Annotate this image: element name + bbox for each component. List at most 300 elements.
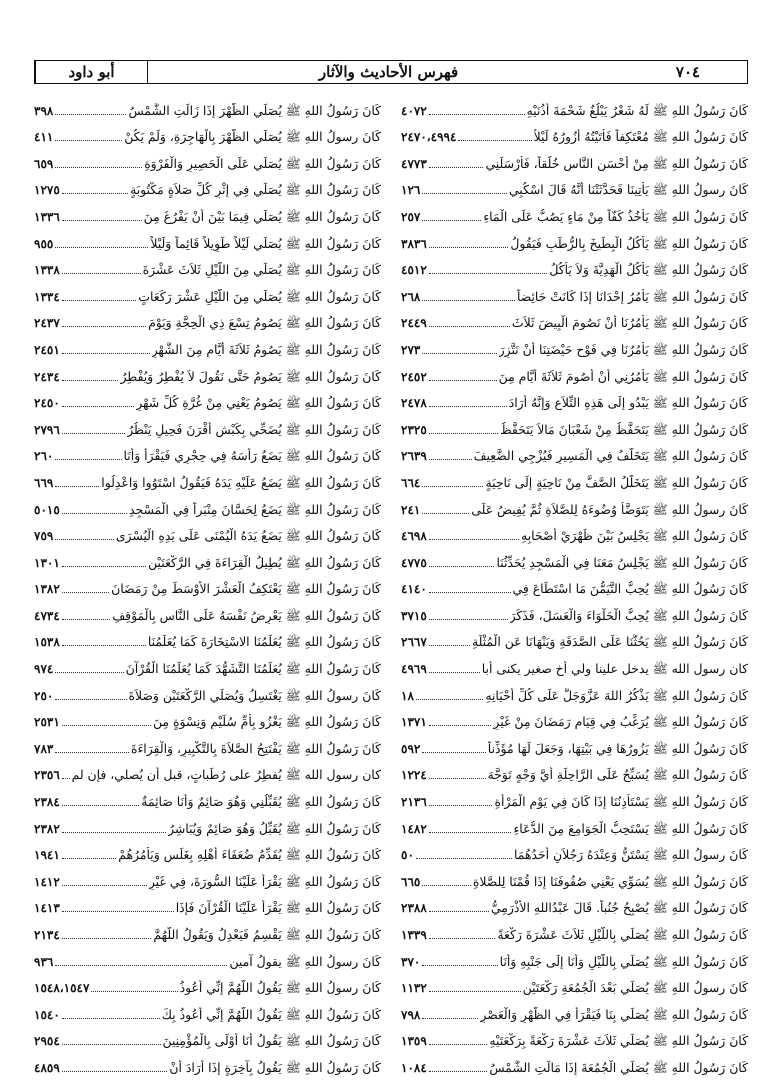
entry-reference: ٦٦٤ xyxy=(401,475,421,490)
entry-text: كَانَ رَسُولُ اللهِ ﷺ يَأْكُلُ الْبِطِّيخَ بِالرُّطَبِ فَيَقُولُ xyxy=(510,235,748,251)
leader-dots xyxy=(416,858,512,859)
entry-reference: ٤٧٧٣ xyxy=(401,156,427,171)
index-entry xyxy=(401,331,748,358)
leader-dots xyxy=(55,752,129,753)
leader-dots xyxy=(429,725,492,726)
index-entry xyxy=(401,970,748,997)
index-entry xyxy=(34,278,381,305)
entry-reference: ١٣٠١ xyxy=(34,555,60,570)
entry-text: كان رسول الله ﷺ يدخل علينا ولي أخ صغير يكنى أبا xyxy=(481,661,748,677)
index-entry xyxy=(401,996,748,1023)
index-entry xyxy=(34,810,381,837)
book-name: أبو داود xyxy=(35,61,147,83)
leader-dots xyxy=(62,832,166,833)
entry-text: كَانَ رَسُولُ اللهِ ﷺ يُرَغِّبُ فِي قِيَامِ رَمَضَانَ مِنْ غَيْرِ xyxy=(493,714,748,730)
index-entry xyxy=(401,145,748,172)
index-entry xyxy=(34,1049,381,1076)
entry-text: كَانَ رَسُولُ اللهِ ﷺ يُصَلِّي فِي إِثْرِ كُلِّ صَلاَةٍ مَكْتُوبَةٍ xyxy=(130,182,381,198)
index-entry xyxy=(401,252,748,279)
index-entry xyxy=(34,730,381,757)
leader-dots xyxy=(55,965,227,966)
entry-reference: ٢٤٧٨ xyxy=(401,396,427,411)
index-entry xyxy=(401,943,748,970)
entry-reference: ١٤٨٢ xyxy=(401,821,427,836)
entry-text: كَانَ رَسُولُ اللهِ ﷺ يُسَوِّي يَعْنِي صُفُوفَنَا إِذَا قُمْنَا لِلصَّلاةِ xyxy=(472,873,748,889)
leader-dots xyxy=(429,539,519,540)
entry-reference: ١٥٤٨،١٥٤٧ xyxy=(34,981,90,996)
entry-reference: ٥٩٢ xyxy=(401,741,421,756)
entry-text: كَانَ رَسُولُ اللهِ ﷺ يَفْتَتِحُ الصَّلاَةَ بِالتَّكْبِيرِ، وَالْقِرَاءَةَ xyxy=(130,740,381,756)
entry-reference: ٢٤١ xyxy=(401,502,421,517)
entry-reference: ٤٥١٢ xyxy=(401,263,427,278)
entry-reference: ١٥٤٠ xyxy=(34,1007,60,1022)
entry-text: كَانَ رَسُولُ اللهِ ﷺ يَبْدُو إِلَى هَذِهِ التِّلاَعِ وَإِنَّهُ أَرَادَ xyxy=(508,395,748,411)
entry-text: كَانَ رَسُولُ اللهِ ﷺ يَصُومُ يَعْنِي مِنْ غُرَّةِ كُلِّ شَهْرٍ xyxy=(136,395,381,411)
entry-reference: ٢٧٣ xyxy=(401,342,421,357)
leader-dots xyxy=(62,778,70,779)
entry-text: كَانَ رَسُولُ اللهِ ﷺ يُصَلِّي فِيمَا بَيْنَ أَنْ يَفْرُغَ مِنَ xyxy=(143,208,381,224)
index-entry xyxy=(34,757,381,784)
entry-text: كَانَ رَسُولُ اللهِ ﷺ يَأْمُرُنِي أَنْ أَصُومَ ثَلاَثَةَ أَيَّامٍ مِنَ xyxy=(498,368,748,384)
index-entry xyxy=(34,783,381,810)
leader-dots xyxy=(429,1071,488,1072)
entry-text: كَانَ رَسُولُ اللهِ ﷺ يَتَحَفَّظُ مِنْ شَعْبَانَ مَالاَ يَتَحَفَّظُ xyxy=(500,421,748,437)
leader-dots xyxy=(62,220,142,221)
leader-dots xyxy=(62,326,146,327)
leader-dots xyxy=(416,699,483,700)
index-entry xyxy=(34,198,381,225)
entry-reference: ٤٧٣٤ xyxy=(34,608,60,623)
leader-dots xyxy=(429,592,511,593)
entry-reference: ٧٥٩ xyxy=(34,529,54,544)
index-entry xyxy=(34,92,381,119)
leader-dots xyxy=(62,566,146,567)
leader-dots xyxy=(62,300,137,301)
entry-reference: ١١٣٢ xyxy=(401,981,427,996)
leader-dots xyxy=(55,167,142,168)
entry-reference: ٢٥٠ xyxy=(34,688,54,703)
index-entry xyxy=(34,677,381,704)
index-entry xyxy=(34,544,381,571)
leader-dots xyxy=(429,778,486,779)
entry-reference: ٤١١ xyxy=(34,130,54,145)
index-entry xyxy=(401,518,748,545)
index-entry xyxy=(401,597,748,624)
leader-dots xyxy=(62,513,127,514)
leader-dots xyxy=(422,513,469,514)
leader-dots xyxy=(422,1018,478,1019)
entry-reference: ٢٤٥٠ xyxy=(34,396,60,411)
leader-dots xyxy=(55,459,121,460)
leader-dots xyxy=(429,459,472,460)
leader-dots xyxy=(62,273,141,274)
entry-text: كَانَ رَسُولُ اللهِ ﷺ يُقَبِّلُ وَهُوَ صَائِمٌ وَيُبَاشِرُ xyxy=(168,820,381,836)
index-entry xyxy=(34,464,381,491)
leader-dots xyxy=(62,858,116,859)
entry-text: كَانَ رَسُولُ اللهِ ﷺ يَأْمُرُ إِحْدَانَا إِذَا كَانَتْ حَائِضاً xyxy=(516,288,748,304)
leader-dots xyxy=(91,991,177,992)
entry-text: كَانَ رَسُولُ اللهِ ﷺ يَزُورُهَا فِي بَيْتِهَا، وَجَعَلَ لَهَا مُؤَذِّناً xyxy=(487,740,748,756)
entry-text: كَانَ رسولُ اللهِ ﷺ يَقُولُ اللَّهُمَّ إِنِّي أَعُوذُ xyxy=(179,980,381,996)
entry-reference: ٩٥٥ xyxy=(34,236,54,251)
entry-reference: ١٣٣٩ xyxy=(401,928,427,942)
leader-dots xyxy=(429,273,548,274)
entry-text: كَانَ رَسُولُ اللهِ ﷺ يَضَعُ رَأْسَهُ فِي حِجْرِي فَيَقْرَأُ وَأَنَا xyxy=(123,448,381,464)
index-entry xyxy=(401,757,748,784)
entry-text: كَانَ رَسُولُ اللهِ ﷺ يَذْكُرُ اللهَ عَزَّوَجَلَّ عَلَى كُلِّ أَحْيَانِهِ xyxy=(485,687,748,703)
entry-text: كَانَ رسولُ اللهِ ﷺ يَتَوَضَّأُ وُضُوءَهُ لِلصَّلاَةِ ثُمَّ يُفِيضُ عَلَى xyxy=(471,501,748,517)
leader-dots xyxy=(55,699,126,700)
leader-dots xyxy=(62,1071,168,1072)
leader-dots xyxy=(55,539,114,540)
entry-text: كَانَ رَسُولُ اللهِ ﷺ يَعْتَكِفُ الْعَشْرَ الأَوْسَطَ مِنْ رَمَضَانَ xyxy=(111,581,381,597)
index-entry xyxy=(401,119,748,146)
entry-text: كَانَ رَسُولُ اللهِ ﷺ يَأْمُرُنَا فِي فَوْحِ حَيْضَتِنَا أَنْ نَتَّزِرَ xyxy=(498,341,748,357)
entry-reference: ٢٤٣٧ xyxy=(34,316,60,331)
entry-text: كَانَ رسولُ اللهِ ﷺ يَأْتِينَا فَحَدَّثَتْنَا أَنَّهُ قَالَ اسْكُبِي xyxy=(508,182,748,198)
entry-text: كَانَ رَسُولُ اللهِ ﷺ يَقْرَأُ عَلَيْنَا السُّورَةَ، فِي غَيْرِ xyxy=(148,873,381,889)
entry-reference: ٢٦٨ xyxy=(401,289,421,304)
index-entry xyxy=(34,252,381,279)
entry-text: كَانَ رَسُولُ اللهِ ﷺ يُطِيلُ الْقِرَاءَةَ فِي الرَّكْعَتَيْنِ xyxy=(148,554,381,570)
leader-dots xyxy=(62,353,150,354)
index-entry xyxy=(34,438,381,465)
leader-dots xyxy=(62,380,119,381)
leader-dots xyxy=(62,805,140,806)
entry-reference: ٣٧١٥ xyxy=(401,608,427,623)
index-entry xyxy=(401,783,748,810)
entry-reference: ٣٩٨ xyxy=(34,103,54,118)
entry-reference: ١٥٣٨ xyxy=(34,635,60,650)
entry-text: كَانَ رسولُ اللهِ ﷺ يقولُ آمين xyxy=(229,953,381,969)
entry-text: كَانَ رَسُولُ اللهِ ﷺ يُصَلِّي مِنَ اللَّيْلِ عَشْرَ رَكَعَاتٍ xyxy=(138,288,381,304)
entry-reference: ٢٣٢٥ xyxy=(401,422,427,437)
index-entry xyxy=(34,225,381,252)
entry-reference: ٧٩٨ xyxy=(401,1007,421,1022)
index-entry xyxy=(34,145,381,172)
entry-reference: ٢٤٥٢ xyxy=(401,369,427,384)
entry-text: كَانَ رَسُولُ اللهِ ﷺ يَقُولُ أَنَا أَوْلَى بِالْمُؤْمِنِينَ xyxy=(162,1033,381,1049)
index-entry xyxy=(401,225,748,252)
leader-dots xyxy=(422,965,497,966)
entry-text: كَانَ رَسُولُ اللهِ ﷺ يُعَلِّمُنَا الاسْتِخَارَةَ كَمَا يُعَلِّمُنَا xyxy=(147,634,381,650)
entry-reference: ١٣٣٤ xyxy=(34,289,60,304)
entry-reference: ٦٦٩ xyxy=(34,475,54,490)
entry-reference: ١٢٢٤ xyxy=(401,768,427,783)
leader-dots xyxy=(422,885,471,886)
leader-dots xyxy=(422,353,496,354)
leader-dots xyxy=(55,672,123,673)
leader-dots xyxy=(458,140,531,141)
index-entry xyxy=(34,890,381,917)
index-entry xyxy=(34,837,381,864)
entry-text: كَانَ رَسُولُ اللهِ ﷺ يُصَلِّي بِنَا فَيَقْرَأُ فِي الظُّهْرِ وَالْعَصْرِ xyxy=(480,1006,748,1022)
entry-reference: ٤١٤٠ xyxy=(401,582,427,597)
index-columns xyxy=(34,92,748,1076)
entry-text: كَانَ رَسُولُ اللهِ ﷺ يَتَخَلَّلُ الصَّفَّ مِنْ نَاحِيَةٍ إِلَى نَاحِيَةٍ xyxy=(485,474,748,490)
entry-reference: ١٤١٣ xyxy=(34,901,60,916)
leader-dots xyxy=(62,725,151,726)
index-entry xyxy=(34,943,381,970)
entry-text: كَانَ رَسُولُ اللهِ ﷺ يَضَعُ يَدَهُ الْيُمْنَى عَلَى يَدِهِ الْيُسْرَى xyxy=(115,528,381,544)
leader-dots xyxy=(62,592,109,593)
index-entry xyxy=(401,704,748,731)
leader-dots xyxy=(429,672,480,673)
entry-reference: ١٢٧٥ xyxy=(34,183,60,198)
entry-reference: ١٩٤١ xyxy=(34,848,60,863)
index-entry xyxy=(401,491,748,518)
entry-reference: ٢٧٩٦ xyxy=(34,422,60,437)
index-entry xyxy=(401,358,748,385)
leader-dots xyxy=(62,193,128,194)
leader-dots xyxy=(429,326,510,327)
entry-text: كَانَ رَسُولُ اللهِ ﷺ يُصَلِّي الْجُمُعَةَ إِذَا مَالَتِ الشَّمْسُ xyxy=(489,1059,748,1075)
leader-dots xyxy=(429,114,525,115)
entry-text: كَانَ رَسُولُ اللهِ ﷺ يَعْرِضُ نَفْسَهُ عَلَى النَّاسِ بِالْمَوْقِفِ xyxy=(112,607,381,623)
entry-text: كَانَ رَسُولُ اللهِ ﷺ يُصَلِّي لَيْلاً طَوِيلاً قَائِماً وَلَيْلاً xyxy=(150,235,381,251)
entry-reference: ٤٧٧٥ xyxy=(401,555,427,570)
leader-dots xyxy=(62,911,174,912)
entry-text: كَانَ رسولُ اللهِ ﷺ يَسْتَنُّ وَعِنْدَهُ رَجُلاَنِ أَحَدُهُمَا xyxy=(513,847,748,863)
entry-text: كَانَ رَسُولُ اللهِ ﷺ يَجْلِسُ بَيْنَ ظَهْرَيْ أَصْحَابِهِ xyxy=(521,528,748,544)
index-entry xyxy=(401,172,748,199)
index-entry xyxy=(401,571,748,598)
leader-dots xyxy=(429,406,507,407)
entry-reference: ٢٤٥١ xyxy=(34,342,60,357)
index-entry xyxy=(401,837,748,864)
entry-text: كَانَ رَسُولُ اللهِ ﷺ يُقَدِّمُ ضُعَفَاءَ أَهْلِهِ بِغَلَسٍ وَيَأْمُرُهُمْ xyxy=(118,847,381,863)
index-entry xyxy=(34,491,381,518)
leader-dots xyxy=(422,752,485,753)
entry-reference: ٢٣٨٤ xyxy=(34,795,60,810)
leader-dots xyxy=(429,645,470,646)
entry-text: كَانَ رَسُولُ اللهِ ﷺ يَتَخَلَّفُ فِي الْمَسِيرِ فَيُزْجِي الضَّعِيفَ xyxy=(473,448,748,464)
entry-reference: ٢٣٨٨ xyxy=(401,901,427,916)
index-entry xyxy=(401,464,748,491)
index-entry xyxy=(401,730,748,757)
entry-text: كَانَ رَسُولُ اللهِ ﷺ يَقُولُ اللَّهُمَّ إِنِّي أَعُوذُ بِكَ xyxy=(161,1006,381,1022)
entry-reference: ١٠٨٤ xyxy=(401,1060,427,1075)
index-entry xyxy=(401,438,748,465)
index-entry xyxy=(401,810,748,837)
entry-reference: ٥٠ xyxy=(401,848,414,863)
entry-text: كَانَ رَسُولُ اللهِ ﷺ يُسَبِّحُ عَلَى الرَّاحِلَةِ أَيَّ وَجْهٍ تَوَجَّهَ xyxy=(487,767,748,783)
leader-dots xyxy=(429,167,484,168)
entry-text: كَانَ رَسُولُ اللهِ ﷺ يَغْزُو بِأُمِّ سُلَيْمٍ وَنِسْوَةٍ مِنَ xyxy=(152,714,381,730)
entry-text: كَانَ رَسُولُ اللهِ ﷺ مِنْ أَحْسَنِ النَّاسِ خُلُقاً، فَأَرْسَلَنِي xyxy=(485,155,748,171)
entry-reference: ٢٣٨٢ xyxy=(34,821,60,836)
entry-reference: ٦٦٥ xyxy=(401,874,421,889)
entry-reference: ٣٨٣٦ xyxy=(401,236,427,251)
entry-reference: ٢١٣٤ xyxy=(34,928,60,942)
index-entry xyxy=(34,411,381,438)
entry-text: كَانَ رَسُولُ اللهِ ﷺ يُحِبُّ الْحَلْوَاءَ وَالْعَسَلَ، فَذَكَرَ xyxy=(509,607,748,623)
leader-dots xyxy=(429,911,489,912)
index-entry xyxy=(401,1023,748,1050)
index-entry xyxy=(401,92,748,119)
leader-dots xyxy=(429,1044,488,1045)
entry-reference: ٤٩٦٩ xyxy=(401,662,427,677)
entry-reference: ٢٤٧٠،٤٩٩٤ xyxy=(401,130,457,145)
leader-dots xyxy=(429,433,498,434)
entry-reference: ٥٠١٥ xyxy=(34,502,60,517)
index-entry xyxy=(34,518,381,545)
index-entry xyxy=(401,544,748,571)
leader-dots xyxy=(429,991,521,992)
entry-text: كَانَ رَسُولُ اللهِ ﷺ يُصَلِّي بِاللَّيْلِ وَأَنَا إِلَى جَنْبِهِ وَأَنَا xyxy=(499,953,748,969)
entry-text: كَانَ رَسُولُ اللهِ ﷺ يَصُومُ تِسْعَ ذِي الْحِجَّةِ وَيَوْمَ xyxy=(148,315,381,331)
leader-dots xyxy=(62,885,147,886)
index-entry xyxy=(34,385,381,412)
index-entry xyxy=(34,916,381,943)
index-entry xyxy=(34,704,381,731)
index-entry xyxy=(401,411,748,438)
entry-reference: ١٣٨٢ xyxy=(34,582,60,597)
leader-dots xyxy=(62,645,146,646)
page-title: فهرس الأحاديث والآثار xyxy=(147,61,629,83)
index-entry xyxy=(401,1049,748,1076)
leader-dots xyxy=(55,247,148,248)
entry-text: كَانَ رسولُ اللهِ ﷺ يَغْتَسِلُ وَيُصَلِّي الرَّكْعَتَيْنِ وَصَلاَةَ xyxy=(128,687,381,703)
page-header xyxy=(34,60,748,84)
entry-text: كَانَ رَسُولُ اللهِ ﷺ يُعَلِّمُنَا التَّشَهُّدَ كَمَا يُعَلِّمُنَا الْقُرْآنَ xyxy=(125,661,381,677)
index-entry xyxy=(401,863,748,890)
entry-reference: ٢٤٤٩ xyxy=(401,316,427,331)
entry-text: كَانَ رَسُولُ اللهِ ﷺ يَجْلِسُ مَعَنَا فِي الْمَسْجِدِ يُحَدِّثُنَا xyxy=(496,554,748,570)
entry-reference: ٢٤٣٤ xyxy=(34,369,60,384)
entry-reference: ٢٦٣٩ xyxy=(401,449,427,464)
index-entry xyxy=(34,597,381,624)
index-entry xyxy=(401,677,748,704)
leader-dots xyxy=(429,566,495,567)
entry-reference: ٤٦٩٨ xyxy=(401,529,427,544)
left-column xyxy=(34,92,381,1076)
entry-reference: ١٣٧١ xyxy=(401,715,427,730)
entry-text: كَانَ رَسُولُ اللهِ ﷺ يَحُثُّنَا عَلَى الصَّدَقَةِ وَيَنْهَانَا عَنِ الْمُثْلَةِ xyxy=(471,634,748,650)
leader-dots xyxy=(62,433,125,434)
leader-dots xyxy=(429,805,493,806)
entry-text: كَانَ رَسُولُ اللهِ ﷺ يَقُولُ بِآخِرَةٍ إِذَا أَرَادَ أَنْ xyxy=(169,1059,381,1075)
entry-text: كَانَ رَسُولُ اللهِ ﷺ يَأْمُرُنَا أَنْ نَصُومَ الْبِيضَ ثَلاَثَ xyxy=(511,315,748,331)
entry-text: كَانَ رَسُولُ اللهِ ﷺ يَقْرَأُ عَلَيْنَا الْقُرْآنَ فَإِذَا xyxy=(175,900,381,916)
entry-reference: ٢٣٥٦ xyxy=(34,768,60,783)
entry-reference: ٢٥٧ xyxy=(401,209,421,224)
leader-dots xyxy=(55,486,99,487)
entry-text: كَانَ رَسُولُ اللهِ ﷺ يُصَلِّي ثَلاَثَ عَشْرَةَ رَكْعَةً بِرَكْعَتَيْهِ xyxy=(489,1033,748,1049)
index-entry xyxy=(401,278,748,305)
entry-text: كَانَ رَسُولُ اللهِ ﷺ يَأْخُذُ كَفّاً مِنْ مَاءٍ يَصُبُّ عَلَى الْمَاءِ xyxy=(483,208,748,224)
entry-reference: ٦٥٩ xyxy=(34,156,54,171)
page-number: ٧٠٤ xyxy=(675,63,701,81)
leader-dots xyxy=(422,300,515,301)
entry-text: كَانَ رَسُولُ اللهِ ﷺ مُعْتَكِفاً فَأَتَيْتُهُ أَزُورُهُ لَيْلاً xyxy=(533,129,748,145)
entry-reference: ٤٠٧٢ xyxy=(401,103,427,118)
index-entry xyxy=(34,624,381,651)
entry-text: كَانَ رَسُولُ اللهِ ﷺ يَضَعُ لِحَسَّانَ مِنْبَراً فِي الْمَسْجِدِ xyxy=(128,501,381,517)
index-entry xyxy=(34,996,381,1023)
entry-reference: ١٨ xyxy=(401,688,414,703)
index-entry xyxy=(34,863,381,890)
entry-reference: ٢٦٦٧ xyxy=(401,635,427,650)
entry-text: كَانَ رَسُولُ اللهِ ﷺ يَضَعُ عَلَيْهِ يَدَهُ فَيَقُولُ اسْتَوُوا وَاعْدِلُوا xyxy=(101,474,381,490)
index-entry xyxy=(34,305,381,332)
index-entry xyxy=(401,624,748,651)
index-entry xyxy=(401,916,748,943)
index-entry xyxy=(401,890,748,917)
index-entry xyxy=(401,650,748,677)
entry-reference: ١٤١٢ xyxy=(34,874,60,889)
entry-text: كَانَ رسولُ اللهِ ﷺ يُصَلِّي بَعْدَ الْجُمُعَةِ رَكْعَتَيْنِ xyxy=(522,980,748,996)
entry-reference: ٢٥٣١ xyxy=(34,715,60,730)
leader-dots xyxy=(62,619,111,620)
entry-reference: ٩٧٤ xyxy=(34,662,54,677)
leader-dots xyxy=(62,1018,160,1019)
entry-reference: ٧٨٣ xyxy=(34,741,54,756)
leader-dots xyxy=(62,1044,161,1045)
entry-reference: ٢٦٠ xyxy=(34,449,54,464)
index-entry xyxy=(34,1023,381,1050)
index-entry xyxy=(34,172,381,199)
leader-dots xyxy=(55,114,126,115)
index-entry xyxy=(401,198,748,225)
leader-dots xyxy=(62,406,134,407)
entry-text: كَانَ رَسُولُ اللهِ ﷺ يُضَحِّي بِكَبْشٍ أَقْرَنَ فَحِيلٍ يَنْظُرُ xyxy=(127,421,381,437)
entry-reference: ١٣٣٦ xyxy=(34,209,60,224)
entry-reference: ٤٨٥٩ xyxy=(34,1060,60,1075)
entry-text: كَانَ رسولُ اللهِ ﷺ يُصَلِّي الظُّهْرَ بِالْهَاجِرَةِ، وَلَمْ يَكُنْ xyxy=(124,129,381,145)
entry-text: كَانَ رَسُولُ اللهِ ﷺ يَسْتَحِبُّ الْجَوَامِعَ مِنَ الدُّعَاءِ xyxy=(513,820,748,836)
index-entry xyxy=(401,385,748,412)
index-entry xyxy=(401,305,748,332)
leader-dots xyxy=(429,619,508,620)
entry-text: كَانَ رَسُولُ اللهِ ﷺ يَصُومُ حَتَّى نَقُولَ لاَ يُفْطِرُ وَيُفْطِرُ xyxy=(120,368,381,384)
leader-dots xyxy=(55,140,122,141)
leader-dots xyxy=(429,938,496,939)
index-entry xyxy=(34,331,381,358)
leader-dots xyxy=(62,938,152,939)
entry-text: كَانَ رَسُولُ اللهِ ﷺ يُصَلِّي الظُّهْرَ إِذَا زَالَتِ الشَّمْسُ xyxy=(128,102,381,118)
entry-reference: ٢٩٥٤ xyxy=(34,1034,60,1049)
leader-dots xyxy=(429,247,509,248)
entry-text: كَانَ رَسُولُ اللهِ ﷺ يَقْسِمُ فَيَعْدِلُ وَيَقُولُ اللَّهُمَّ xyxy=(153,927,381,942)
entry-text: كَانَ رَسُولُ اللهِ ﷺ يَصُومُ ثَلاَثَةَ أَيَّامٍ مِنَ الشَّهْرِ xyxy=(151,341,381,357)
entry-reference: ١٣٣٨ xyxy=(34,263,60,278)
entry-reference: ١٢٦ xyxy=(401,183,421,198)
entry-text: كَانَ رَسُولُ اللهِ ﷺ يُصَلِّي مِنَ اللَّيْلِ ثَلاَثَ عَشْرَةَ xyxy=(142,262,381,278)
index-entry xyxy=(34,571,381,598)
index-entry xyxy=(34,650,381,677)
entry-text: كَانَ رَسُولُ اللهِ ﷺ يَأْكُلُ الْهَدِيَّةَ وَلاَ يَأْكُلُ xyxy=(549,262,748,278)
index-entry xyxy=(34,970,381,997)
entry-text: كان رسول الله ﷺ يُفطِرُ على رُطَباتٍ، قبل أن يُصلي، فإن لم xyxy=(71,767,381,783)
right-column xyxy=(401,92,748,1076)
entry-text: كَانَ رَسُولُ اللهِ ﷺ يُصْبِحُ جُنُباً. قَالَ عَبْدُاللهِ الأَذْرَمِيُّ xyxy=(490,900,748,916)
entry-reference: ٢١٣٦ xyxy=(401,795,427,810)
entry-text: كَانَ رَسُولُ اللهِ ﷺ يُحِبُّ التَّيَمُّنَ مَا اسْتَطَاعَ فِي xyxy=(512,581,748,597)
entry-reference: ٩٣٦ xyxy=(34,954,54,969)
leader-dots xyxy=(429,832,512,833)
leader-dots xyxy=(422,193,507,194)
entry-text: كَانَ رَسُولُ اللهِ ﷺ يَسْتَأْذِنُنَا إِذَا كَانَ فِي يَوْمِ الْمَرْأَةِ xyxy=(494,794,748,810)
entry-text: كَانَ رَسُولُ اللهِ ﷺ يُقَبِّلُنِي وَهُوَ صَائِمٌ وَأَنَا صَائِمَةٌ xyxy=(141,794,381,810)
leader-dots xyxy=(422,220,481,221)
index-entry xyxy=(34,119,381,146)
index-entry xyxy=(34,358,381,385)
leader-dots xyxy=(422,486,483,487)
entry-text: كَانَ رَسُولُ اللهِ ﷺ يُصَلِّي عَلَى الْحَصِيرِ وَالْفَرْوَةِ xyxy=(144,155,381,171)
entry-text: كَانَ رَسُولُ اللهِ ﷺ يُصَلِّي بِاللَّيْلِ ثَلاَثَ عَشْرَةَ رَكْعَةً xyxy=(497,927,748,942)
entry-reference: ١٣٥٩ xyxy=(401,1034,427,1049)
